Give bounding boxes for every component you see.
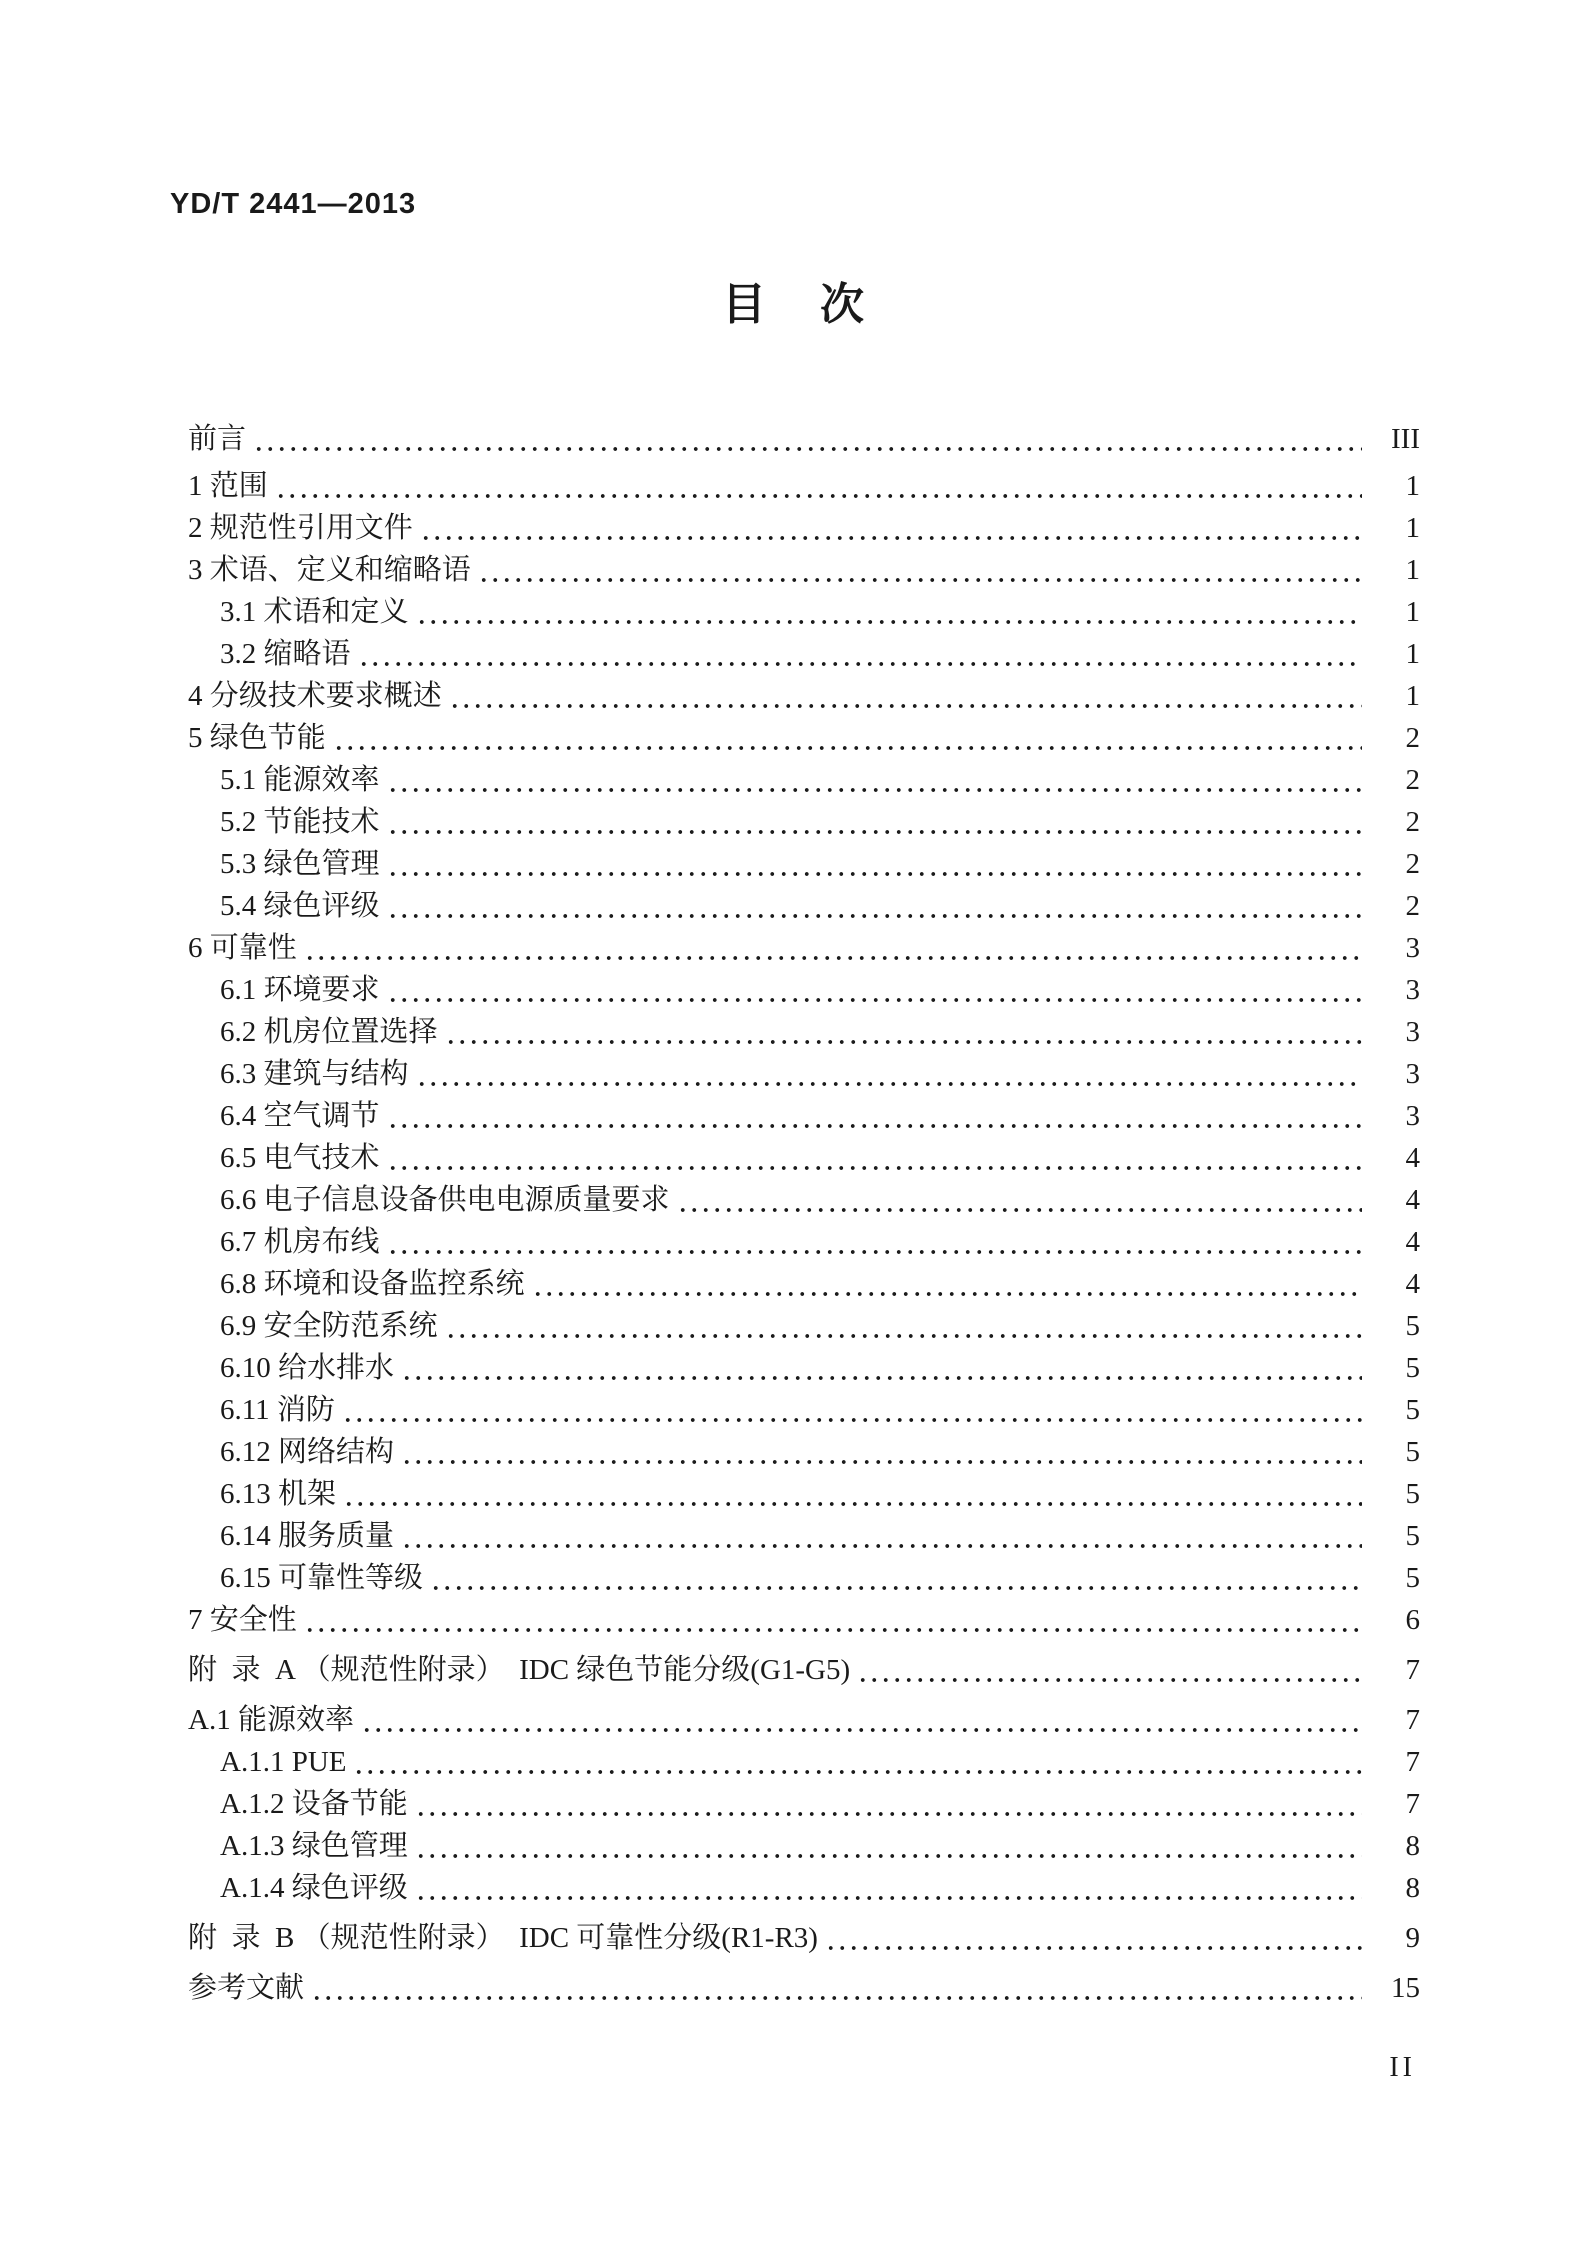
toc-entry xyxy=(188,1649,1420,1691)
toc-entry xyxy=(188,1741,1420,1783)
toc-entry-label: A.1.3 绿色管理 xyxy=(220,1830,408,1862)
page-title: 目 次 xyxy=(722,280,864,329)
toc-dot-leader xyxy=(275,465,1362,507)
toc-entry-page: 5 xyxy=(1405,1478,1420,1510)
toc-dot-leader xyxy=(857,1649,1362,1691)
toc-entry xyxy=(188,1053,1420,1095)
toc-entry xyxy=(188,1431,1420,1473)
toc-dot-leader xyxy=(304,1599,1362,1641)
toc-entry-page: 5 xyxy=(1405,1436,1420,1468)
toc-dot-leader xyxy=(445,1011,1362,1053)
toc-entry-page: 3 xyxy=(1405,1100,1420,1132)
toc-entry-page: 4 xyxy=(1405,1142,1420,1174)
toc-entry-label: 6.15 可靠性等级 xyxy=(220,1562,424,1594)
toc-dot-leader xyxy=(343,1473,1362,1515)
toc-dot-leader xyxy=(342,1389,1362,1431)
toc-entry-label: 6.6 电子信息设备供电电源质量要求 xyxy=(220,1184,670,1216)
toc-entry-label: 3.2 缩略语 xyxy=(220,638,351,670)
toc-entry-page: 9 xyxy=(1405,1922,1420,1954)
toc-entry xyxy=(188,1389,1420,1431)
toc-dot-leader xyxy=(358,633,1362,675)
toc-entry xyxy=(188,1783,1420,1825)
toc-entry-label: 7 安全性 xyxy=(188,1604,297,1636)
toc-entry-page: 8 xyxy=(1405,1872,1420,1904)
toc-entry xyxy=(188,1095,1420,1137)
toc-entry-page: 1 xyxy=(1405,638,1420,670)
toc-entry-page: 5 xyxy=(1405,1310,1420,1342)
toc-entry-page: 2 xyxy=(1405,806,1420,838)
toc-entry xyxy=(188,1011,1420,1053)
toc-entry xyxy=(188,1305,1420,1347)
toc-entry-label: 6.7 机房布线 xyxy=(220,1226,380,1258)
toc-entry-label: 6.1 环境要求 xyxy=(220,974,380,1006)
toc-entry xyxy=(188,549,1420,591)
toc-entry-page: 2 xyxy=(1405,764,1420,796)
toc-entry xyxy=(188,1867,1420,1909)
toc-entry xyxy=(188,1221,1420,1263)
toc-entry-label: 附 录 A （规范性附录） IDC 绿色节能分级(G1-G5) xyxy=(188,1654,851,1686)
toc-entry-label: A.1 能源效率 xyxy=(188,1704,354,1736)
toc-entry xyxy=(188,969,1420,1011)
toc-dot-leader xyxy=(401,1515,1362,1557)
toc-entry-page: 15 xyxy=(1391,1972,1420,2004)
toc-entry-label: 6.10 给水排水 xyxy=(220,1352,395,1384)
toc-entry-page: 7 xyxy=(1405,1654,1420,1686)
toc-dot-leader xyxy=(825,1917,1362,1959)
toc-entry xyxy=(188,1825,1420,1867)
toc-entry-label: 6.13 机架 xyxy=(220,1478,337,1510)
toc-dot-leader xyxy=(430,1557,1362,1599)
toc-entry-page: 2 xyxy=(1405,890,1420,922)
toc-dot-leader xyxy=(304,927,1362,969)
toc-entry xyxy=(188,465,1420,507)
toc-entry-label: 5.3 绿色管理 xyxy=(220,848,380,880)
toc-dot-leader xyxy=(253,418,1362,460)
toc-entry xyxy=(188,759,1420,801)
toc-entry xyxy=(188,675,1420,717)
toc-entry-label: A.1.2 设备节能 xyxy=(220,1788,408,1820)
toc-entry xyxy=(188,717,1420,759)
toc-dot-leader xyxy=(415,1783,1362,1825)
toc-dot-leader xyxy=(677,1179,1362,1221)
toc-entry xyxy=(188,1179,1420,1221)
toc-entry-label: 3.1 术语和定义 xyxy=(220,596,409,628)
toc-entry xyxy=(188,927,1420,969)
toc-entry xyxy=(188,418,1420,460)
toc-entry-label: 6.5 电气技术 xyxy=(220,1142,380,1174)
toc-dot-leader xyxy=(387,885,1362,927)
toc-entry-label: 5.4 绿色评级 xyxy=(220,890,380,922)
toc-entry-page: 3 xyxy=(1405,974,1420,1006)
toc-dot-leader xyxy=(416,1053,1362,1095)
toc-entry-page: 5 xyxy=(1405,1562,1420,1594)
toc-entry-page: 4 xyxy=(1405,1184,1420,1216)
toc-entry xyxy=(188,1967,1420,2009)
page-number-footer: II xyxy=(1389,2052,1416,2083)
toc-entry-page: III xyxy=(1391,423,1420,455)
toc-dot-leader xyxy=(387,843,1362,885)
toc-entry-page: 3 xyxy=(1405,1058,1420,1090)
toc-dot-leader xyxy=(420,507,1362,549)
toc-entry-label: 6.3 建筑与结构 xyxy=(220,1058,409,1090)
toc-entry-page: 5 xyxy=(1405,1394,1420,1426)
toc-dot-leader xyxy=(311,1967,1362,2009)
toc-entry-label: 6.14 服务质量 xyxy=(220,1520,395,1552)
toc-entry-page: 4 xyxy=(1405,1268,1420,1300)
toc-entry-page: 1 xyxy=(1405,512,1420,544)
toc-entry-label: 1 范围 xyxy=(188,470,268,502)
toc-entry xyxy=(188,633,1420,675)
toc-entry-page: 2 xyxy=(1405,722,1420,754)
toc-entry-label: A.1.1 PUE xyxy=(220,1746,347,1778)
toc-dot-leader xyxy=(449,675,1362,717)
toc-entry-label: 前言 xyxy=(188,423,247,455)
toc-entry-label: 6.2 机房位置选择 xyxy=(220,1016,438,1048)
toc-dot-leader xyxy=(401,1431,1362,1473)
toc-dot-leader xyxy=(478,549,1362,591)
toc-dot-leader xyxy=(361,1699,1362,1741)
toc-entry-page: 4 xyxy=(1405,1226,1420,1258)
toc-entry xyxy=(188,1473,1420,1515)
toc-dot-leader xyxy=(387,1095,1362,1137)
toc-entry xyxy=(188,885,1420,927)
toc-entry-label: 参考文献 xyxy=(188,1972,305,2004)
toc-entry-page: 7 xyxy=(1405,1704,1420,1736)
toc-entry xyxy=(188,801,1420,843)
toc-dot-leader xyxy=(401,1347,1362,1389)
toc-entry-label: A.1.4 绿色评级 xyxy=(220,1872,408,1904)
toc-entry xyxy=(188,843,1420,885)
toc-entry xyxy=(188,1347,1420,1389)
toc-entry-label: 6.11 消防 xyxy=(220,1394,335,1426)
standard-number-header: YD/T 2441—2013 xyxy=(170,188,417,220)
toc-entry xyxy=(188,1515,1420,1557)
toc-entry xyxy=(188,1263,1420,1305)
toc-entry-label: 5 绿色节能 xyxy=(188,722,326,754)
toc-entry-label: 5.2 节能技术 xyxy=(220,806,380,838)
toc-entry-label: 附 录 B （规范性附录） IDC 可靠性分级(R1-R3) xyxy=(188,1922,818,1954)
toc-entry-page: 8 xyxy=(1405,1830,1420,1862)
toc-entry-page: 1 xyxy=(1405,554,1420,586)
toc-entry-page: 1 xyxy=(1405,470,1420,502)
toc-dot-leader xyxy=(416,591,1362,633)
toc-entry-label: 6.12 网络结构 xyxy=(220,1436,395,1468)
toc-dot-leader xyxy=(387,759,1362,801)
toc-entry-label: 6.8 环境和设备监控系统 xyxy=(220,1268,525,1300)
toc-list xyxy=(188,418,1420,2009)
toc-entry xyxy=(188,1699,1420,1741)
toc-entry-page: 3 xyxy=(1405,932,1420,964)
toc-entry xyxy=(188,1137,1420,1179)
toc-entry xyxy=(188,591,1420,633)
toc-entry-page: 1 xyxy=(1405,596,1420,628)
toc-dot-leader xyxy=(387,1221,1362,1263)
toc-dot-leader xyxy=(445,1305,1362,1347)
toc-dot-leader xyxy=(387,801,1362,843)
toc-entry-page: 1 xyxy=(1405,680,1420,712)
toc-entry-page: 5 xyxy=(1405,1352,1420,1384)
toc-entry-page: 3 xyxy=(1405,1016,1420,1048)
toc-entry-label: 2 规范性引用文件 xyxy=(188,512,413,544)
toc-entry-page: 7 xyxy=(1405,1746,1420,1778)
toc-dot-leader xyxy=(333,717,1362,759)
toc-dot-leader xyxy=(387,1137,1362,1179)
toc-entry xyxy=(188,1917,1420,1959)
toc-dot-leader xyxy=(353,1741,1362,1783)
toc-entry-label: 6 可靠性 xyxy=(188,932,297,964)
toc-entry-page: 5 xyxy=(1405,1520,1420,1552)
toc-entry xyxy=(188,1599,1420,1641)
toc-entry-page: 2 xyxy=(1405,848,1420,880)
toc-entry-page: 6 xyxy=(1405,1604,1420,1636)
toc-entry xyxy=(188,1557,1420,1599)
toc-dot-leader xyxy=(532,1263,1362,1305)
toc-dot-leader xyxy=(415,1825,1362,1867)
toc-dot-leader xyxy=(387,969,1362,1011)
toc-entry-label: 3 术语、定义和缩略语 xyxy=(188,554,471,586)
toc-entry-label: 6.9 安全防范系统 xyxy=(220,1310,438,1342)
toc-entry-page: 7 xyxy=(1405,1788,1420,1820)
toc-entry xyxy=(188,507,1420,549)
toc-dot-leader xyxy=(415,1867,1362,1909)
toc-entry-label: 5.1 能源效率 xyxy=(220,764,380,796)
toc-entry-label: 6.4 空气调节 xyxy=(220,1100,380,1132)
toc-entry-label: 4 分级技术要求概述 xyxy=(188,680,442,712)
